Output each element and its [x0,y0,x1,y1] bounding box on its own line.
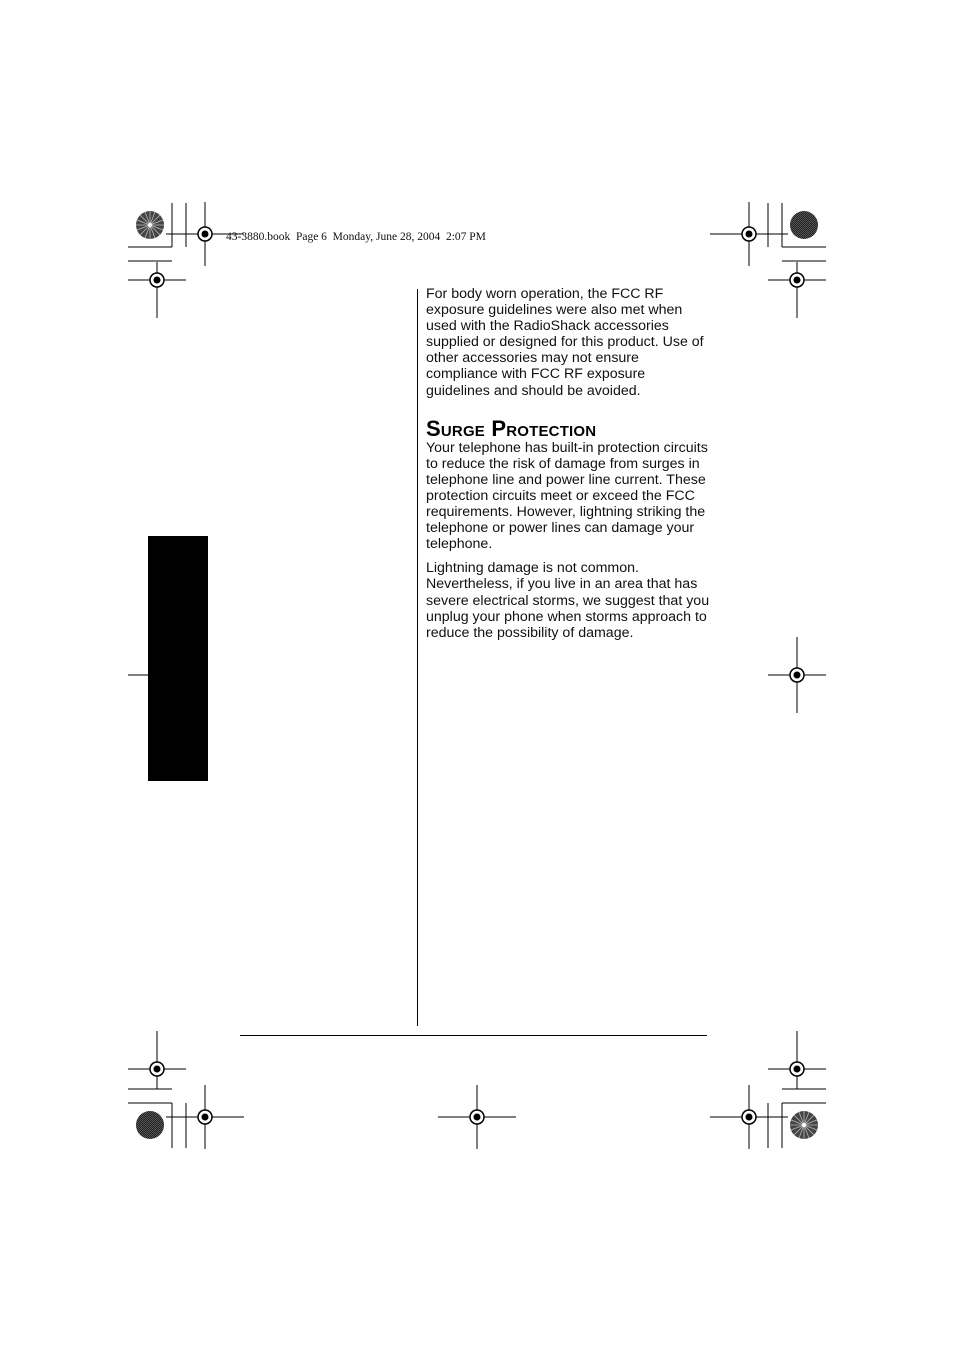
registration-mark [128,262,186,318]
intro-paragraph: For body worn operation, the FCC RF exposure guidelines were also met when used with the RadioShack accessories supplied or designed for this product. Use of other accessories may not ensure compliance with FCC RF exposure guidelines and should be avoided. [426,286,704,399]
color-target [136,1111,164,1139]
registration-mark [438,1085,516,1149]
registration-mark [710,202,788,266]
star-target [790,1111,818,1139]
registration-mark [768,262,826,318]
column-divider [417,289,418,1026]
registration-mark [768,1031,826,1089]
body-paragraph: Lightning damage is not common. Nevertheless, if you live in an area that has severe electrical storms, we suggest that you unplug your phone when storms approach to reduce the possibility of damage. [426,560,710,641]
print-slug: 43-3880.book Page 6 Monday, June 28, 2004 2:07 PM [226,231,486,243]
star-target [136,211,164,239]
section-thumb-tab [148,536,208,781]
registration-mark [710,1085,788,1149]
registration-mark [768,637,826,713]
body-paragraph: Your telephone has built-in protection circuits to reduce the risk of damage from surges in telephone line and power line current. These protection circuits meet or exceed the FCC requirements. However, lightning striking the telephone or power lines can damage your telephone. [426,439,708,553]
color-target [790,211,818,239]
registration-mark [128,1031,186,1089]
section-heading: Surge Protection [426,415,597,441]
footer-rule [240,1035,707,1036]
registration-mark [166,1085,244,1149]
text-column [426,286,712,649]
